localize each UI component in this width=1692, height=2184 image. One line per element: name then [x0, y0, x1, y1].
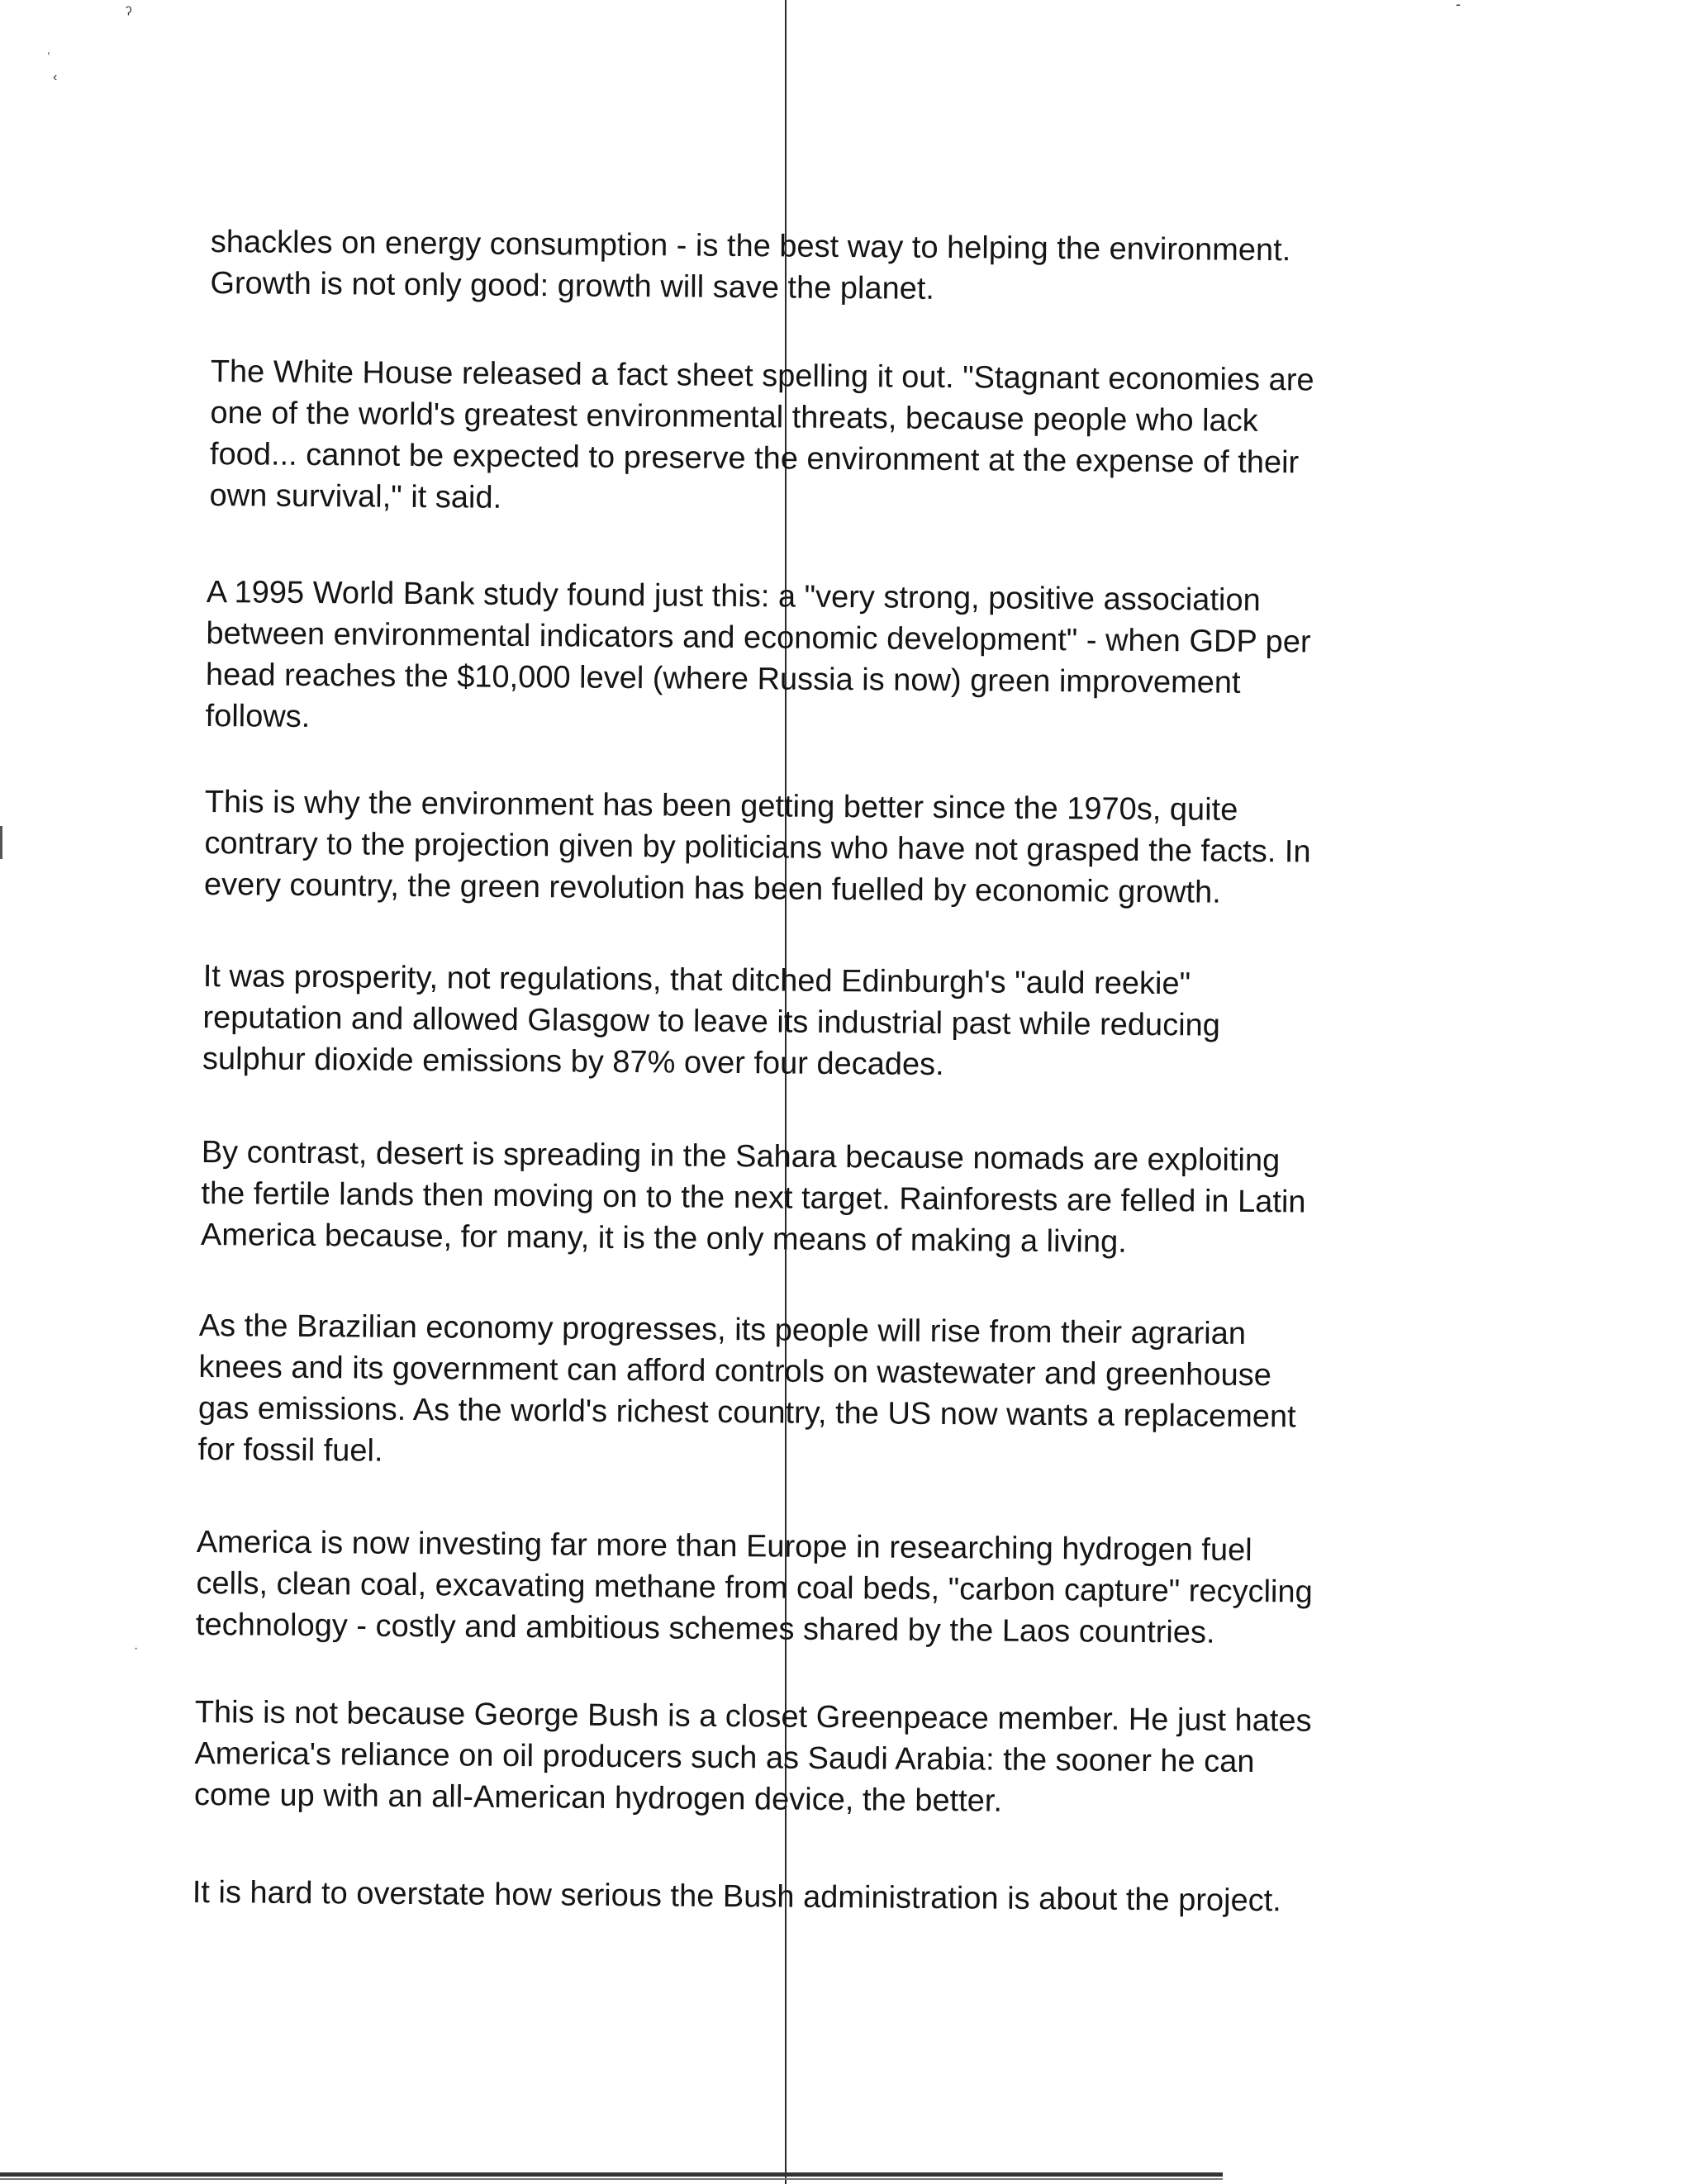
scan-speck: ‐ — [1456, 0, 1461, 12]
text-line: This is not because George Bush is a closet Greenpeace member. He just hates — [194, 1694, 1312, 1739]
paragraph — [202, 956, 1221, 1088]
scan-speck: · — [134, 1641, 139, 1655]
text-line: follows. — [205, 698, 311, 734]
text-line: contrary to the projection given by politicians who have not grasped the facts. In — [204, 825, 1311, 870]
text-line: one of the world's greatest environmental threats, because people who lack — [210, 395, 1258, 439]
paragraph — [201, 1132, 1306, 1264]
text-line: It was prosperity, not regulations, that ditched Edinburgh's "auld reekie" — [202, 958, 1191, 1002]
paragraph — [197, 1305, 1296, 1479]
text-line: shackles on energy consumption - is the best way to helping the environment. — [210, 224, 1291, 268]
paragraph — [192, 1872, 1281, 1921]
text-line: between environmental indicators and economic development" - when GDP per — [206, 615, 1311, 660]
text-line: the fertile lands then moving on to the next target. Rainforests are felled in Latin — [201, 1175, 1306, 1220]
paragraph — [205, 572, 1311, 745]
paragraph — [194, 1692, 1312, 1825]
scan-speck: ˀ — [126, 3, 132, 24]
text-line: By contrast, desert is spreading in the Sahara because nomads are exploiting — [201, 1134, 1281, 1179]
fold-line — [785, 0, 787, 2184]
text-line: America is now investing far more than Europe in researching hydrogen fuel — [196, 1524, 1252, 1569]
text-line: reputation and allowed Glasgow to leave its industrial past while reducing — [202, 999, 1221, 1043]
paragraph — [204, 781, 1311, 914]
margin-mark — [0, 826, 2, 859]
scan-bottom-edge — [0, 2178, 1223, 2180]
paragraph — [210, 221, 1290, 312]
text-line: America's reliance on oil producers such as Saudi Arabia: the sooner he can — [194, 1735, 1255, 1780]
paragraph — [196, 1522, 1313, 1655]
text-line: food... cannot be expected to preserve the environment at the expense of their — [209, 436, 1300, 481]
text-line: own survival," it said. — [209, 477, 502, 515]
text-line: America because, for many, it is the only means of making a living. — [200, 1217, 1127, 1260]
text-line: This is why the environment has been getting better since the 1970s, quite — [204, 784, 1238, 828]
text-line: knees and its government can afford controls on wastewater and greenhouse — [198, 1349, 1271, 1393]
scan-speck: ‹ — [53, 70, 58, 84]
scan-speck: ʿ — [46, 50, 51, 67]
text-line: Growth is not only good: growth will save the planet. — [210, 265, 935, 306]
text-line: every country, the green revolution has been fuelled by economic growth. — [203, 866, 1221, 910]
text-line: sulphur dioxide emissions by 87% over four decades. — [202, 1041, 944, 1083]
text-line: come up with an all-American hydrogen device, the better. — [193, 1777, 1003, 1819]
text-line: technology - costly and ambitious schemes shared by the Laos countries. — [195, 1607, 1215, 1650]
text-line: head reaches the $10,000 level (where Russia is now) green improvement — [205, 657, 1241, 700]
paragraph — [209, 351, 1314, 525]
scan-bottom-edge — [0, 2172, 1223, 2177]
text-line: cells, clean coal, excavating methane from coal beds, "carbon capture" recycling — [196, 1565, 1313, 1610]
text-line: It is hard to overstate how serious the Bush administration is about the project. — [192, 1874, 1281, 1919]
text-line: A 1995 World Bank study found just this: a "very strong, positive association — [206, 574, 1261, 619]
text-line: As the Brazilian economy progresses, its people will rise from their agrarian — [198, 1308, 1247, 1351]
text-line: for fossil fuel. — [197, 1431, 383, 1469]
text-line: The White House released a fact sheet spelling it out. "Stagnant economies are — [210, 354, 1314, 398]
text-line: gas emissions. As the world's richest country, the US now wants a replacement — [197, 1390, 1296, 1435]
